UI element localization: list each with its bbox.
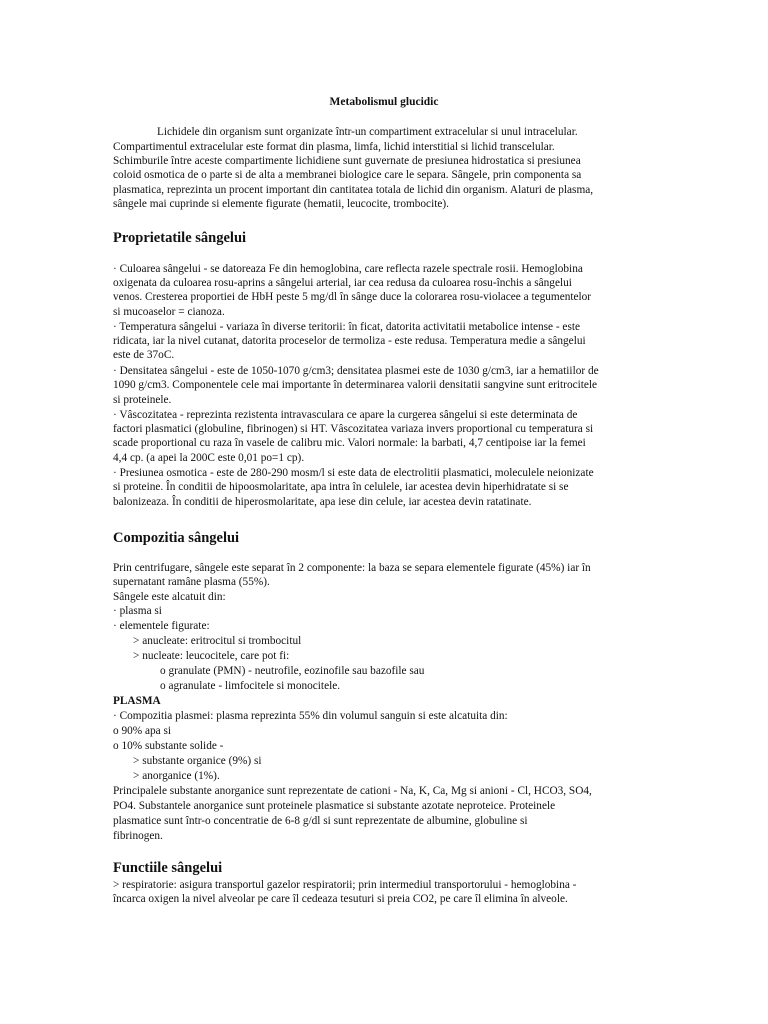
intro-line: sângele mai cuprinde si elemente figurate (hematii, leucocite, trombocite). bbox=[113, 198, 449, 210]
properties-line: si mucoaselor = cianoza. bbox=[113, 306, 225, 318]
properties-line: este de 37oC. bbox=[113, 349, 175, 361]
functions-line: încarca oxigen la nivel alveolar pe care îl cedeaza tesuturi si preia CO2, pe care îl elimina în alveole. bbox=[113, 893, 568, 905]
plasma-subitem: > substante organice (9%) si bbox=[133, 755, 262, 767]
composition-subitem: > nucleate: leucocitele, care pot fi: bbox=[133, 650, 290, 662]
plasma-line: Principalele substante anorganice sunt reprezentate de cationi - Na, K, Ca, Mg si anioni - Cl, HCO3, SO4, bbox=[113, 785, 592, 797]
properties-line: · Vâscozitatea - reprezinta rezistenta intravasculara ce apare la curgerea sângelui si este determinata de bbox=[113, 409, 578, 421]
properties-line: venos. Cresterea proportiei de HbH peste 5 mg/dl în sânge duce la colorarea rosu-violacee a tegumentelor bbox=[113, 291, 592, 303]
plasma-line: PO4. Substantele anorganice sunt proteinele plasmatice si substante azotate neproteice. Proteinele bbox=[113, 800, 556, 812]
properties-line: si proteinele. bbox=[113, 394, 172, 406]
composition-line: Sângele este alcatuit din: bbox=[113, 591, 226, 603]
intro-line: coloid osmotica de o parte si de alta a membranei biologice care le separa. Sângele, prin componenta sa bbox=[113, 169, 582, 181]
composition-subsubitem: o agranulate - limfocitele si monocitele. bbox=[160, 680, 341, 692]
composition-subitem: > anucleate: eritrocitul si trombocitul bbox=[133, 635, 302, 647]
composition-bullet: · elementele figurate: bbox=[113, 620, 210, 632]
properties-line: scade proportional cu raza în vasele de calibru mic. Valori normale: la barbati, 4,7 centipoise iar la femei bbox=[113, 437, 586, 449]
plasma-line: o 10% substante solide - bbox=[113, 740, 224, 752]
composition-line: Prin centrifugare, sângele este separat în 2 componente: la baza se separa elementele figurate (45%) iar în bbox=[113, 562, 591, 574]
properties-line: ridicata, iar la nivel cutanat, datorita proceselor de termoliza - este redusa. Temperatura medie a sângelui bbox=[113, 335, 586, 347]
properties-line: oxigenata da culoarea rosu-aprins a sângelui arterial, iar cea redusa da culoarea rosu-închis a sângelui bbox=[113, 277, 572, 289]
section-heading-composition: Compozitia sângelui bbox=[113, 530, 240, 546]
section-heading-properties: Proprietatile sângelui bbox=[113, 230, 247, 246]
composition-bullet: · plasma si bbox=[113, 605, 162, 617]
properties-line: balonizeaza. În conditii de hiperosmolaritate, apa iese din celule, iar acestea devin ratatinate. bbox=[113, 496, 532, 508]
intro-line: Lichidele din organism sunt organizate într-un compartiment extracelular si unul intracelular. bbox=[157, 126, 578, 138]
plasma-heading: PLASMA bbox=[113, 695, 161, 707]
intro-line: Schimburile între aceste compartimente lichidiene sunt guvernate de presiunea hidrostatica si presiunea bbox=[113, 155, 581, 167]
properties-line: 1090 g/cm3. Componentele cele mai importante în determinarea valorii densitatii sangvine sunt eritrocitele bbox=[113, 379, 598, 391]
properties-line: factori plasmatici (globuline, fibrinogen) si HT. Vâscozitatea variaza invers proportional cu temperatura si bbox=[113, 423, 594, 435]
properties-line: · Temperatura sângelui - variaza în diverse teritorii: în ficat, datorita activitatii metabolice intense - este bbox=[113, 321, 581, 333]
plasma-subitem: > anorganice (1%). bbox=[133, 770, 220, 782]
plasma-line: · Compozitia plasmei: plasma reprezinta 55% din volumul sanguin si este alcatuita din: bbox=[113, 710, 508, 722]
composition-subsubitem: o granulate (PMN) - neutrofile, eozinofile sau bazofile sau bbox=[160, 665, 425, 677]
plasma-line: plasmatice sunt într-o concentratie de 6-8 g/dl si sunt reprezentate de albumine, globuline si bbox=[113, 815, 528, 827]
document-title: Metabolismul glucidic bbox=[329, 96, 439, 108]
functions-line: > respiratorie: asigura transportul gazelor respiratorii; prin intermediul transportorului - hemoglobina - bbox=[113, 879, 577, 891]
properties-line: 4,4 cp. (a apei la 200C este 0,01 po=1 cp). bbox=[113, 452, 305, 464]
plasma-line: o 90% apa si bbox=[113, 725, 172, 737]
properties-line: · Densitatea sângelui - este de 1050-1070 g/cm3; densitatea plasmei este de 1030 g/cm3, iar a hematiilor de bbox=[113, 365, 599, 377]
properties-line: · Presiunea osmotica - este de 280-290 mosm/l si este data de electrolitii plasmatici, moleculele neionizate bbox=[113, 467, 594, 479]
section-heading-functions: Functiile sângelui bbox=[113, 860, 223, 876]
composition-line: supernatant ramâne plasma (55%). bbox=[113, 576, 270, 588]
intro-line: plasmatica, reprezinta un procent important din cantitatea totala de lichid din organism. Alaturi de plasma, bbox=[113, 184, 594, 196]
plasma-line: fibrinogen. bbox=[113, 830, 163, 842]
properties-line: · Culoarea sângelui - se datoreaza Fe din hemoglobina, care reflecta razele spectrale rosii. Hemoglobina bbox=[113, 263, 583, 275]
intro-line: Compartimentul extracelular este format din plasma, limfa, lichid interstitial si lichid transcelular. bbox=[113, 141, 555, 153]
properties-line: si proteine. În conditii de hipoosmolaritate, apa intra în celulele, iar acestea devin hiperhidratate si se bbox=[113, 481, 569, 493]
